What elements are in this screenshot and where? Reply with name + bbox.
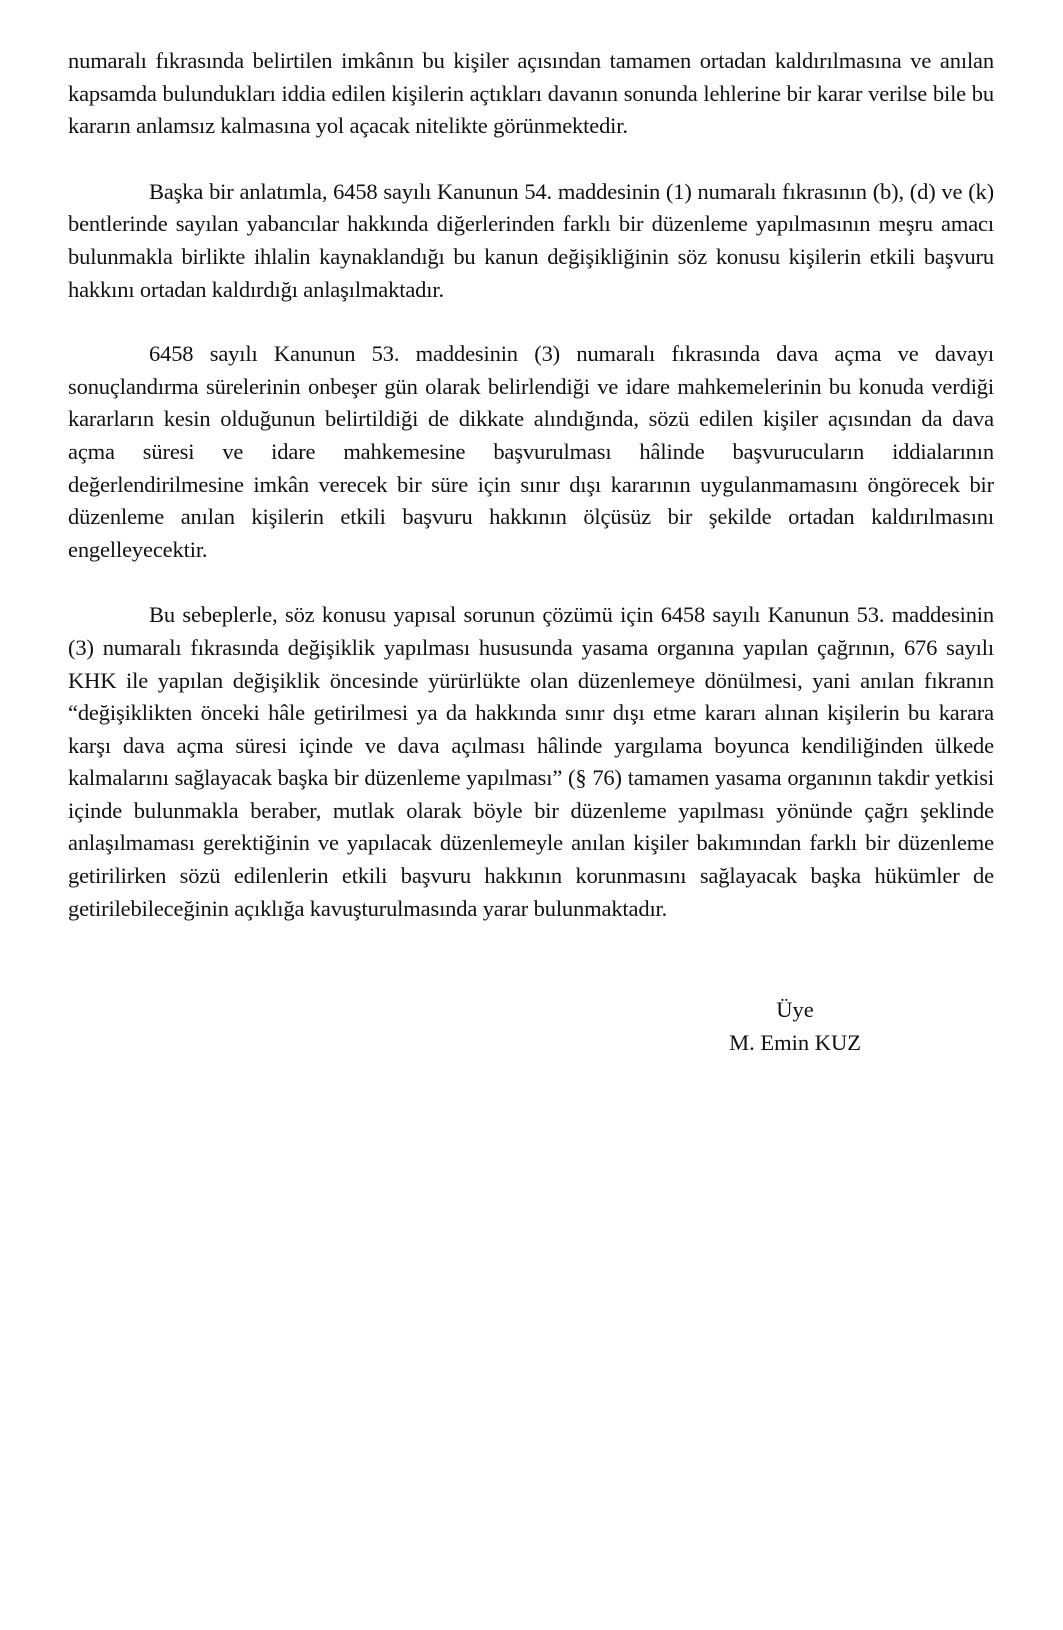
- paragraph-conclusion: Bu sebeplerle, söz konusu yapısal sorunun çözümü için 6458 sayılı Kanunun 53. maddesinin (3) numaralı fıkrasında değişiklik yapılması hususunda yasama organına yapılan çağrının, 676 sayılı KHK ile yapılan değişiklik öncesinde yürürlükte olan düzenlemeye dönülmesi, yani anılan fıkranın “değişiklikten önceki hâle getirilmesi ya da hakkında sınır dışı etme kararı alınan kişilerin bu karara karşı dava açma süresi içinde ve dava açılması hâlinde yargılama boyunca kendiliğinden ülkede kalmalarını sağlayacak başka bir düzenleme yapılması” (§ 76) tamamen yasama organının takdir yetkisi içinde bulunmakla beraber, mutlak olarak böyle bir düzenleme yapılması yönünde çağrı şeklinde anlaşılmaması gerektiğinin ve yapılacak düzenlemeyle anılan kişiler bakımından farklı bir düzenleme getirilirken sözü edilenlerin etkili başvuru hakkının korunmasını sağlayacak başka hükümler de getirilebileceğinin açıklığa kavuşturulmasında yarar bulunmaktadır.: [68, 602, 994, 921]
- paragraph-continuation: numaralı fıkrasında belirtilen imkânın bu kişiler açısından tamamen ortadan kaldırılmasına ve anılan kapsamda bulundukları iddia edilen kişilerin açtıkları davanın sonunda lehlerine bir karar verilse bile bu kararın anlamsız kalmasına yol açacak nitelikte görünmektedir.: [68, 48, 994, 139]
- signature-title: Üye: [776, 997, 814, 1022]
- paragraph-time-limits: 6458 sayılı Kanunun 53. maddesinin (3) numaralı fıkrasında dava açma ve davayı sonuçlandırma sürelerinin onbeşer gün olarak belirlendiği ve idare mahkemelerinin bu konuda verdiği kararların kesin olduğunun belirtildiği de dikkate alındığında, sözü edilen kişiler açısından da dava açma süresi ve idare mahkemesine başvurulması hâlinde başvurucuların iddialarının değerlendirilmesine imkân verecek bir süre için sınır dışı kararının uygulanmamasını öngörecek bir düzenleme anılan kişilerin etkili başvuru hakkının ölçüsüz bir şekilde ortadan kaldırılmasını engelleyecektir.: [68, 341, 994, 562]
- signature-name: M. Emin KUZ: [729, 1029, 861, 1055]
- document-body: [68, 45, 994, 925]
- paragraph-effective-remedy: Başka bir anlatımla, 6458 sayılı Kanunun 54. maddesinin (1) numaralı fıkrasının (b), (d) ve (k) bentlerinde sayılan yabancılar hakkında diğerlerinden farklı bir düzenleme yapılmasının meşru amacı bulunmakla birlikte ihlalin kaynaklandığı bu kanun değişikliğinin söz konusu kişilerin etkili başvuru hakkını ortadan kaldırdığı anlaşılmaktadır.: [68, 178, 994, 302]
- signature-block: [700, 994, 890, 1059]
